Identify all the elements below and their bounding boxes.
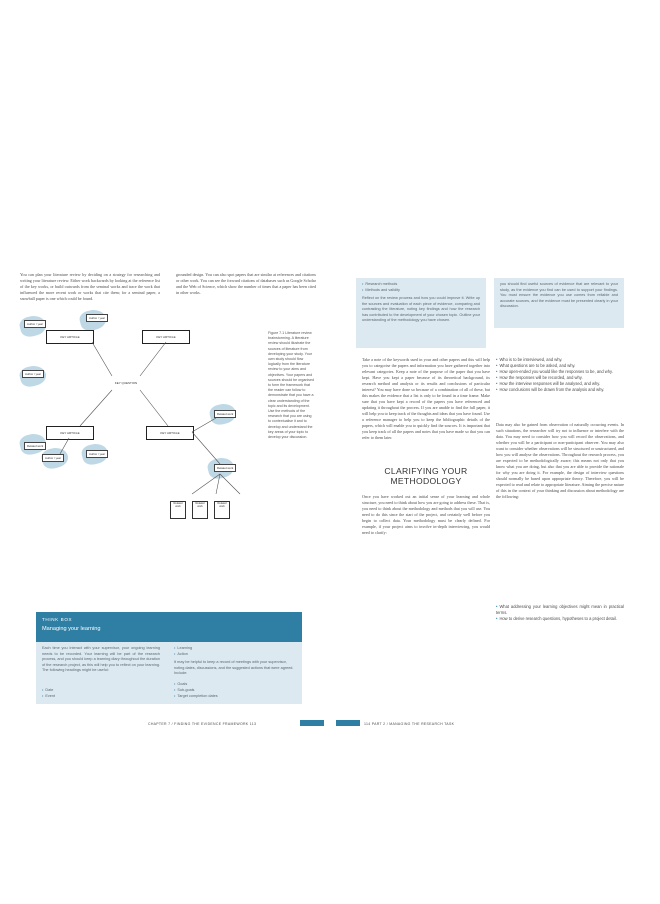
right-col1-text: Take a note of the keywords used in your and other papers and this will help you to categorise the papers and information you have gathered together into relevant categories. Keep a note of the purpose of the paper that you have kept. Have you kept a paper because of its theoretical background, its research method and analysis or its results and conclusions of particular interest? You may have done so because of a combination of all of these, but this makes the evidence that a list is only to be found in a time frame. Make sure that you have kept a record of the papers you have referenced and updating it throughout the process. If you are unable to find the full paper, it will help you to keep track of the thoughts and ideas that you have found. Use a reference manager to help you to keep the bibliographic details of the papers, which will enable you to quickly find the sources. It is important that you keep track of all the papers and notes that you have made so that you can refer to them later. xyxy=(362,357,490,440)
diagram-tag: Related work xyxy=(214,410,236,418)
figure-caption: Figure 7.1 Literature review brainstorming. A literature review should illustrate the sources of literature from developing your study. Your own study should flow logically from the literature review to your aims and objectives. Your papers and sources should be organised to form the framework that the reader can follow to demonstrate that you have a clear understanding of the topic and its development. Use the methods of the research that you are using to contextualise it and to develop and understand the key areas of your topic to develop your discussion. xyxy=(268,331,314,440)
left-footer: CHAPTER 7 / FINDING THE EVIDENCE FRAMEWORK 113 xyxy=(148,722,257,726)
diagram-tag: Author / year xyxy=(42,454,64,462)
diagram-tag: Author / year xyxy=(22,370,44,378)
think-box-bullet: • Event xyxy=(42,694,55,700)
diagram-center-node: KEY QUESTION xyxy=(104,376,148,390)
think-box-title: Managing your learning xyxy=(42,626,101,632)
section-title: CLARIFYING YOUR METHODOLOGY xyxy=(384,466,468,486)
right-box-bullet: • Research methods xyxy=(362,282,397,288)
method-bullet: • What addressing your learning objectives might mean in practical terms. xyxy=(496,604,624,616)
right-footer: 114 PART 2 / MANAGING THE RESEARCH TASK xyxy=(364,722,455,726)
diagram-connectors xyxy=(20,308,260,498)
think-box-body xyxy=(36,642,302,704)
left-intro-col2: grounded design. You can also spot papers that are similar at references and citations or other work. You can see the forward citations of databases such as Google Scholar and the Web of Science, which show the number of times that a paper has been cited in other works. xyxy=(176,272,316,295)
think-box-bullet: • Sub-goals xyxy=(174,688,194,694)
right-footer-bar xyxy=(336,720,360,726)
diagram-tag: Related work xyxy=(24,442,46,450)
diagram-tag: Author / year xyxy=(86,314,108,322)
right-col2-text: Data may also be gained from observation of naturally occurring events. In such situations, the researcher will try not to influence or interfere with the data. You may need to consider how you will record the observations, and whether you will be a participant or non-participant observer. You may also want to consider whether observations will be structured or unstructured, and how you will analyse the observations. Throughout the research process, you are expected to be methodologically aware; this means not only that you know what you are doing, but also that you are able to provide the rationale for why you are doing it. For example, the design of interview questions should normally be based upon appropriate theory. Therefore, you will be expected to read and relate to appropriate literature. Aiming the precise nature of this in the context of your thinking and discussion about methodology are the following: xyxy=(496,422,624,499)
diagram-node-2: KEY ARTICLE xyxy=(142,330,190,344)
left-intro-col1: You can plan your literature review by deciding on a strategy for researching and writing your literature review. Either work backwards by looking at the reference list of the key works, or build outwards from the seminal works and trace the work that influenced the more recent work or works that cite them; for a seminal paper, a snowball paper is one which could be found. xyxy=(20,272,160,301)
related-work-box: Related work xyxy=(192,501,208,519)
diagram-node-4: KEY ARTICLE xyxy=(146,426,194,440)
method-bullet: • What questions are to be asked, and why. xyxy=(496,363,624,369)
diagram-tag: Related work xyxy=(214,464,236,472)
right-box-text-2: you should find useful sources of evidence that are relevant to your study, as the evidence you find can be used to support your findings. You must ensure the evidence you use comes from reliable and accurate sources, and the evidence must be presented clearly in your discussion. xyxy=(500,282,618,308)
method-bullet: • How the responses will be recorded, and why. xyxy=(496,375,624,381)
think-box-bullet: • Goals xyxy=(174,682,187,688)
think-box-text: Each time you interact with your supervisor, your ongoing learning needs to be recorded. Your learning will be part of the research process, and you should keep a learning diary throughout the duration of the research project, as this will help you to reflect on your learning. The following headings might be useful: xyxy=(42,646,160,672)
right-col2-bullets xyxy=(496,357,624,393)
diagram-node-1: KEY ARTICLE xyxy=(46,330,94,344)
literature-map-diagram xyxy=(20,308,260,498)
right-col2-end-bullets xyxy=(496,604,624,622)
right-info-box-2 xyxy=(494,278,624,328)
diagram-tag: Author / year xyxy=(86,450,108,458)
method-bullet: • How conclusions will be drawn from the analysis and why. xyxy=(496,387,624,393)
right-box-bullet: • Methods and validity xyxy=(362,288,400,294)
diagram-node-3: KEY ARTICLE xyxy=(46,426,94,440)
think-box-bullet: • Learning xyxy=(174,646,192,652)
related-work-box: Related work xyxy=(214,501,230,519)
method-bullet: • How to derive research questions, hypotheses to a project detail. xyxy=(496,616,624,622)
diagram-tag: Author / year xyxy=(24,320,46,328)
right-box-text: Reflect on the review process and how you could improve it. Write up the sources and evaluation of each piece of evidence, comparing and contrasting the literature, noting key findings and how the research has contributed to the development of your chosen topic. Outline your understanding of the methodology you have chosen. xyxy=(362,296,480,322)
think-box-header xyxy=(36,612,302,642)
related-work-box: Related work xyxy=(170,501,186,519)
right-info-box-1 xyxy=(356,278,486,348)
think-box-bullet: • Target completion dates xyxy=(174,694,218,700)
think-box-bullet: • Action xyxy=(174,652,188,658)
think-box-bullet: • Date xyxy=(42,688,53,694)
method-bullet: • How the interview responses will be analysed, and why. xyxy=(496,381,624,387)
right-col1-method: Once you have worked out an initial sense of your learning and whole structure, you need to think about how you are going to address these. That is, you need to think about the methodology and methods that you will use. You need to do this since the start of the project, and certainly well before you begin to collect data. Your methodology must be clearly defined. For example, if your project aims to involve in-depth interviewing, you would need to clarify: xyxy=(362,494,490,535)
method-bullet: • Who is to be interviewed, and why. xyxy=(496,357,624,363)
left-footer-bar xyxy=(300,720,324,726)
think-box-label: THINK BOX xyxy=(42,617,73,622)
think-box-right-text: It may be helpful to keep a record of meetings with your supervisor, noting dates, discussions, and the suggested actions that were agreed. Include: xyxy=(174,660,294,675)
method-bullet: • How open-ended you would like the responses to be, and why. xyxy=(496,369,624,375)
left-page xyxy=(10,268,332,610)
